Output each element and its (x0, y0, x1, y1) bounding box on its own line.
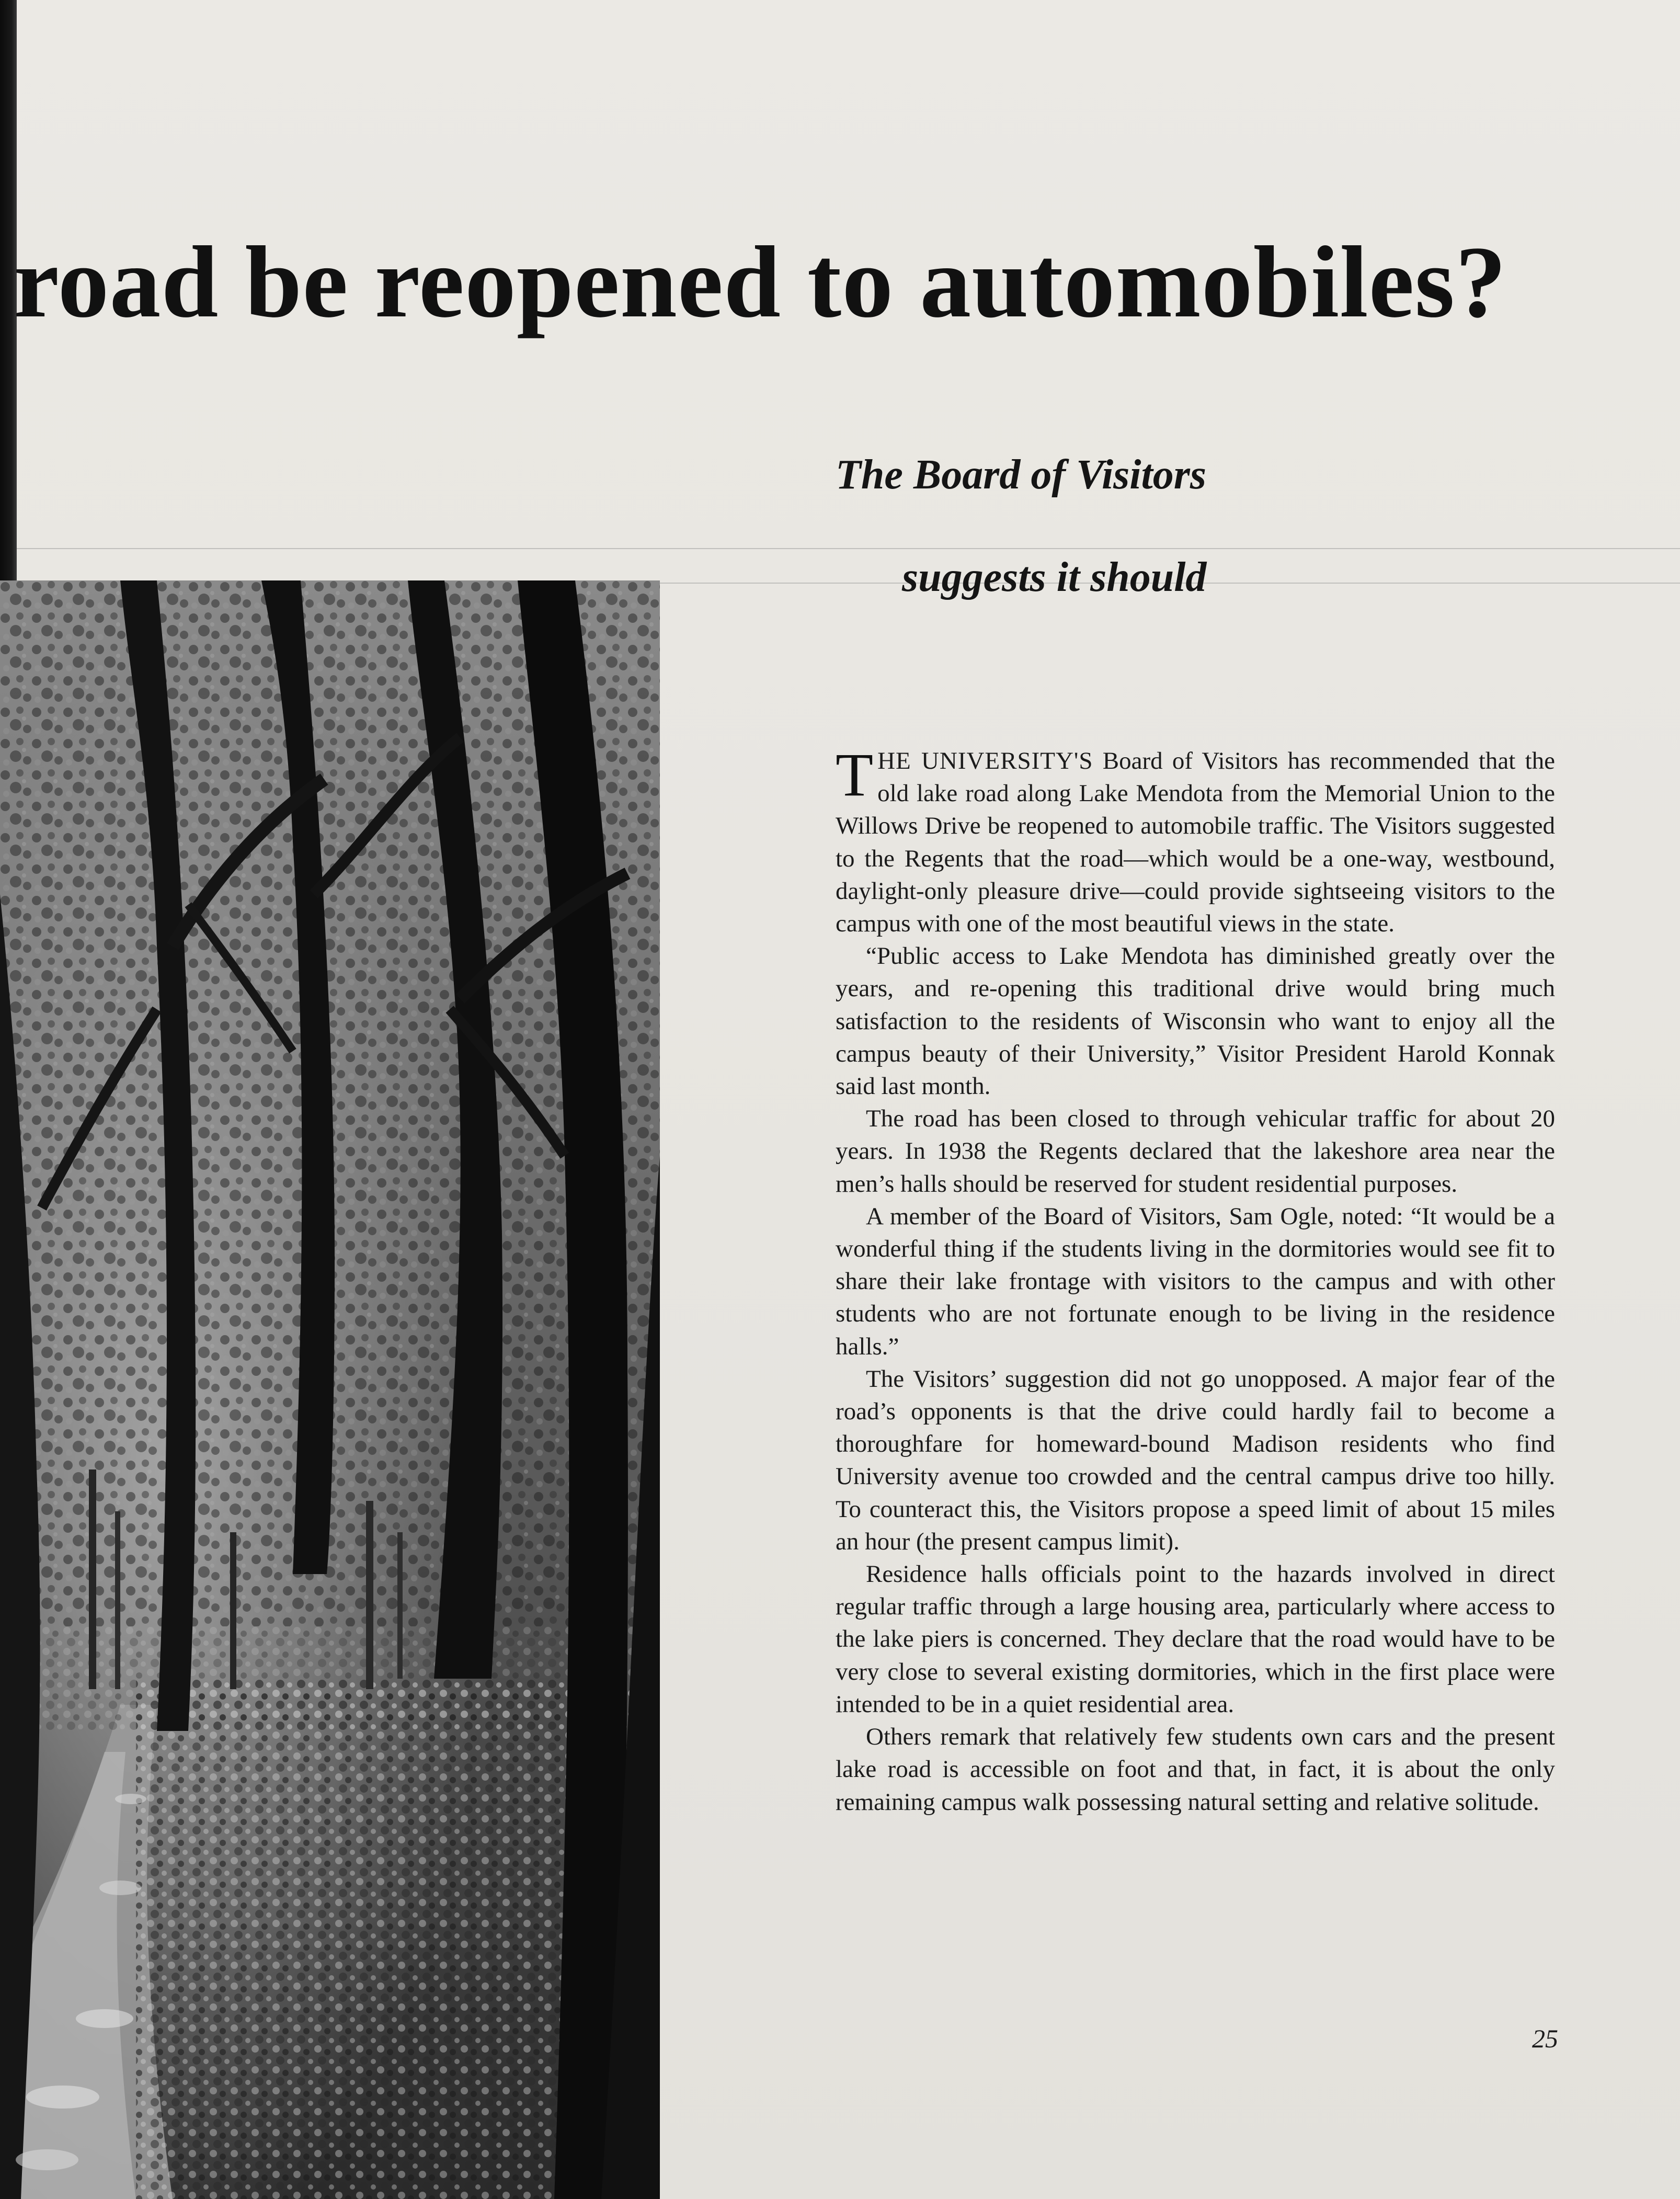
article-paragraph-7: Others remark that relatively few students own cars and the present lake road is accessible on foot and that, in fact, it is about the only remaining campus walk possessing natural setting and relative solitude. (836, 1723, 1555, 1816)
lake-road-photo (0, 580, 660, 2199)
tree-path-image (0, 580, 660, 2199)
article-paragraph-1 (836, 740, 1555, 940)
paragraph-text: Board of Visitors has recommended that the old lake road along Lake Mendota from the Memorial Union to the Willows Drive be reopened to automobile traffic. The Visitors suggested to the Regents that the road—which would be a one-way, westbound, daylight-only pleasure drive—could provide sightseeing visitors to the campus with one of the most beautiful views in the state. (836, 747, 1555, 938)
article-paragraph-6: Residence halls officials point to the hazards involved in direct regular traffic through a large housing area, particularly where access to the lake piers is concerned. They declare that the road would have to be very close to several existing dormitories, which in the first place were intended to be in a quiet residential area. (836, 1560, 1555, 1718)
article-paragraph-4: A member of the Board of Visitors, Sam Ogle, noted: “It would be a wonderful thing if the students living in the dormitories would see fit to share their lake frontage with visitors to the campus and with other students who are not fortunate enough to be living in the residence halls.” (836, 1202, 1555, 1360)
headline: road be reopened to automobiles? (14, 225, 1507, 339)
drop-cap: T (836, 740, 874, 809)
article-body (836, 740, 1555, 1818)
article-paragraph-3: The road has been closed to through vehicular traffic for about 20 years. In 1938 the Regents declared that the lakeshore area near the men’s halls should be reserved for student residential purposes. (836, 1105, 1555, 1198)
article-paragraph-5: The Visitors’ suggestion did not go unopposed. A major fear of the road’s opponents is that the drive could hardly fail to become a thoroughfare for homeward-bound Madison residents who find University avenue too crowded and the central campus drive too hilly. To counteract this, the Visitors propose a speed limit of about 15 miles an hour (the present campus limit). (836, 1365, 1555, 1555)
lead-caps: HE UNIVERSITY'S (877, 747, 1093, 774)
article-paragraph-2: “Public access to Lake Mendota has diminished greatly over the years, and re-opening this traditional drive would bring much satisfaction to the residents of Wisconsin who want to enjoy all the campus beauty of their University,” Visitor President Harold Konnak said last month. (836, 942, 1555, 1100)
horizontal-rule (17, 548, 1680, 549)
subheadline-line-2: suggests it should (902, 554, 1207, 600)
subheadline-line-1: The Board of Visitors (836, 452, 1207, 498)
page-number: 25 (1532, 2024, 1558, 2053)
